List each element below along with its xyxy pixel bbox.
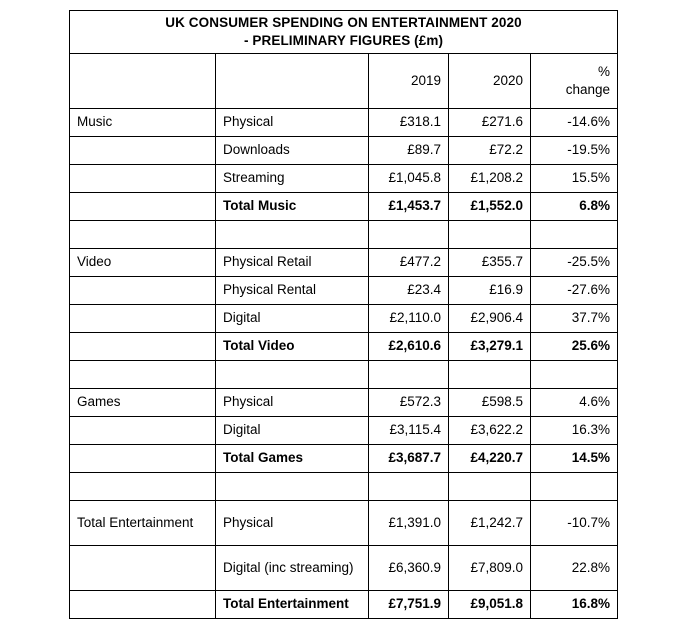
cell-2019: £318.1 [369,108,449,136]
cell-subcategory: Total Entertainment [216,590,369,618]
table-title-row [70,11,618,54]
cell-2019: £23.4 [369,276,449,304]
table-row [70,416,618,444]
cell-2019: £1,045.8 [369,164,449,192]
cell-category [70,192,216,220]
header-change-word: change [565,81,611,97]
header-percent-change [531,53,618,108]
cell-category: Music [70,108,216,136]
table-row [70,332,618,360]
cell-percent-change: 15.5% [531,164,618,192]
cell-2019: £3,115.4 [369,416,449,444]
cell-2020: £1,208.2 [449,164,531,192]
table-header-row [70,53,618,108]
table-title-line-1: UK CONSUMER SPENDING ON ENTERTAINMENT 2020 [165,15,522,30]
cell-category [70,164,216,192]
cell-category [70,304,216,332]
cell-2020: £3,622.2 [449,416,531,444]
cell-subcategory: Physical [216,500,369,545]
cell-2019: £477.2 [369,248,449,276]
cell-2020: £2,906.4 [449,304,531,332]
header-year-2020: 2020 [449,53,531,108]
cell-subcategory: Digital [216,416,369,444]
cell-2020: £7,809.0 [449,545,531,590]
cell-2019: £572.3 [369,388,449,416]
cell-category [70,472,216,500]
cell-2020: £16.9 [449,276,531,304]
cell-category [70,590,216,618]
cell-2019: £1,391.0 [369,500,449,545]
cell-2020: £598.5 [449,388,531,416]
cell-category [70,444,216,472]
table-spacer-row [70,360,618,388]
table-row [70,276,618,304]
cell-category [70,220,216,248]
table-row [70,590,618,618]
cell-2020: £4,220.7 [449,444,531,472]
table-title [70,11,618,54]
cell-percent-change: 16.8% [531,590,618,618]
cell-2020: £3,279.1 [449,332,531,360]
cell-2020: £72.2 [449,136,531,164]
cell-2020: £1,242.7 [449,500,531,545]
cell-category [70,416,216,444]
cell-subcategory: Physical [216,108,369,136]
table-title-line-2: - PRELIMINARY FIGURES (£m) [243,32,444,48]
cell-2019 [369,220,449,248]
cell-2019: £3,687.7 [369,444,449,472]
cell-percent-change: -25.5% [531,248,618,276]
table-row [70,164,618,192]
cell-2019: £1,453.7 [369,192,449,220]
table-row [70,192,618,220]
cell-category: Total Entertainment [70,500,216,545]
cell-2019: £7,751.9 [369,590,449,618]
cell-subcategory [216,472,369,500]
cell-2019: £2,610.6 [369,332,449,360]
table-row [70,108,618,136]
cell-category [70,276,216,304]
cell-subcategory: Total Video [216,332,369,360]
cell-subcategory: Total Games [216,444,369,472]
cell-subcategory: Total Music [216,192,369,220]
header-year-2019: 2019 [369,53,449,108]
cell-2020 [449,360,531,388]
table-spacer-row [70,472,618,500]
cell-2019: £2,110.0 [369,304,449,332]
cell-subcategory: Streaming [216,164,369,192]
cell-2020: £1,552.0 [449,192,531,220]
table-row [70,545,618,590]
cell-2019 [369,360,449,388]
cell-2020: £9,051.8 [449,590,531,618]
cell-subcategory: Digital (inc streaming) [216,545,369,590]
cell-percent-change: -10.7% [531,500,618,545]
cell-category: Video [70,248,216,276]
cell-2019 [369,472,449,500]
cell-percent-change [531,360,618,388]
cell-subcategory: Downloads [216,136,369,164]
cell-percent-change: 14.5% [531,444,618,472]
cell-2020 [449,220,531,248]
cell-percent-change: -14.6% [531,108,618,136]
cell-percent-change: 22.8% [531,545,618,590]
cell-2020 [449,472,531,500]
cell-percent-change: 6.8% [531,192,618,220]
cell-subcategory: Physical Rental [216,276,369,304]
header-category-blank [70,53,216,108]
table-row [70,248,618,276]
cell-2020: £355.7 [449,248,531,276]
cell-percent-change: -19.5% [531,136,618,164]
cell-subcategory: Physical [216,388,369,416]
header-percent-symbol: % [598,63,611,79]
table-spacer-row [70,220,618,248]
table-row [70,388,618,416]
cell-category [70,360,216,388]
table-body [70,11,618,619]
spending-table-container [69,10,617,619]
cell-2019: £6,360.9 [369,545,449,590]
header-subcategory-blank [216,53,369,108]
cell-percent-change: 4.6% [531,388,618,416]
table-row [70,136,618,164]
cell-subcategory: Digital [216,304,369,332]
cell-percent-change: 37.7% [531,304,618,332]
cell-subcategory [216,220,369,248]
cell-category [70,136,216,164]
cell-subcategory [216,360,369,388]
cell-subcategory: Physical Retail [216,248,369,276]
table-row [70,304,618,332]
cell-category [70,545,216,590]
table-row [70,444,618,472]
cell-percent-change: 16.3% [531,416,618,444]
table-row [70,500,618,545]
cell-percent-change: -27.6% [531,276,618,304]
cell-percent-change [531,220,618,248]
cell-percent-change: 25.6% [531,332,618,360]
cell-percent-change [531,472,618,500]
cell-category: Games [70,388,216,416]
cell-category [70,332,216,360]
uk-consumer-spending-table [69,10,618,619]
cell-2020: £271.6 [449,108,531,136]
cell-2019: £89.7 [369,136,449,164]
